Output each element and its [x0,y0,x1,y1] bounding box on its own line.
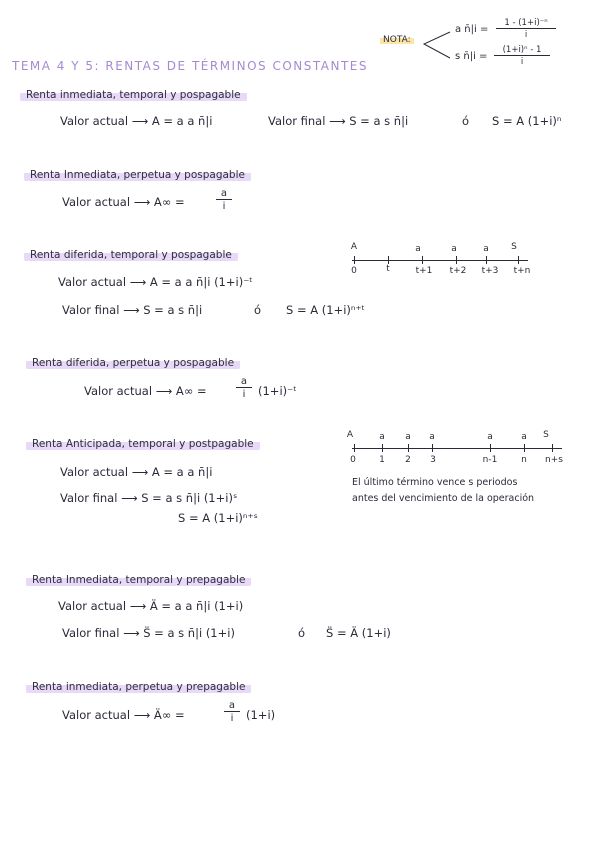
nota-s-lhs: s n̄|i = [455,51,488,62]
fraction-denominator: i [242,389,246,400]
timeline-bottom-label: t [386,264,390,274]
timeline-bottom-label: t+2 [449,266,467,276]
timeline-bottom-label: t+n [513,266,531,276]
timeline-axis [352,448,562,449]
nota-label: NOTA: [380,35,414,45]
timeline-bottom-label: t+3 [481,266,499,276]
timeline-tick [422,256,423,264]
formula-or: ó [462,114,470,128]
timeline-tick [382,444,383,452]
fraction-denominator: i [222,201,226,212]
formula-valor-final: Valor final ⟶ S = a s n̄|i [268,114,409,128]
timeline-axis [352,260,528,261]
timeline-tick [486,256,487,264]
timeline-tick [490,444,491,452]
fraction-a-over-i [224,700,240,724]
timeline-note-line2: antes del vencimiento de la operación [352,493,535,504]
section-heading-anticipada-temporal-postpagable: Renta Anticipada, temporal y postpagable [26,437,260,451]
timeline-top-label: a [487,432,493,442]
formula-valor-final-alt: S = A (1+i)ⁿ [492,114,562,128]
fraction-a-over-i [216,188,232,212]
fraction-denominator: i [230,713,234,724]
timeline-bottom-label: 1 [379,455,385,465]
timeline-tick [456,256,457,264]
fraction-numerator: a [224,700,240,712]
timeline-diferida [340,240,540,280]
nota-brace-icon [420,28,452,62]
formula-valor-actual: Valor actual ⟶ A = a a n̄|i [60,114,213,128]
timeline-bottom-label: 2 [405,455,411,465]
nota-a-lhs: a n̄|i = [455,24,489,35]
formula-tail: (1+i) [246,708,276,722]
timeline-note-line1: El último término vence s periodos [352,477,518,488]
timeline-bottom-label: t+1 [415,266,433,276]
timeline-top-label: S [543,430,549,440]
nota-a-numerator: 1 - (1+i)⁻ⁿ [496,18,556,29]
timeline-bottom-label: n-1 [482,455,498,465]
timeline-top-label: a [521,432,527,442]
formula-valor-final-alt: S = A (1+i)ⁿ⁺ᵗ [286,303,365,317]
timeline-top-label: a [415,244,421,254]
nota-s-denominator: i [520,57,524,67]
formula-valor-final: Valor final ⟶ S̈ = a s n̄|i (1+i) [62,626,235,640]
nota-s-fraction [494,45,550,67]
timeline-tick [408,444,409,452]
timeline-bottom-label: n [521,455,527,465]
timeline-top-label: a [483,244,489,254]
nota-s-numerator: (1+i)ⁿ - 1 [494,45,550,56]
timeline-tick [552,444,553,452]
section-heading-inmediata-temporal-pospagable: Renta inmediata, temporal y pospagable [20,88,247,102]
formula-valor-actual: Valor actual ⟶ A∞ = [84,384,207,398]
formula-tail: (1+i)⁻ᵗ [258,384,297,398]
nota-a-denominator: i [524,30,528,40]
timeline-tick [354,256,355,264]
section-heading-inmediata-perpetua-pospagable: Renta Inmediata, perpetua y pospagable [24,168,251,182]
section-heading-inmediata-temporal-prepagable: Renta Inmediata, temporal y prepagable [26,573,251,587]
formula-or: ó [254,303,262,317]
fraction-numerator: a [236,376,252,388]
formula-valor-final-alt: S̈ = Ä (1+i) [326,626,391,640]
timeline-bottom-label: 3 [430,455,436,465]
section-heading-diferida-perpetua-pospagable: Renta diferida, perpetua y pospagable [26,356,240,370]
timeline-bottom-label: 0 [350,455,356,465]
timeline-top-label: a [379,432,385,442]
timeline-top-label: S [511,242,517,252]
timeline-tick [524,444,525,452]
formula-valor-actual: Valor actual ⟶ Ä∞ = [62,708,185,722]
timeline-tick [432,444,433,452]
section-heading-diferida-temporal-pospagable: Renta diferida, temporal y pospagable [24,248,238,262]
timeline-top-label: A [350,242,358,252]
timeline-bottom-label: n+s [545,455,563,465]
timeline-anticipada [340,430,580,472]
formula-or: ó [298,626,306,640]
fraction-numerator: a [216,188,232,200]
timeline-top-label: a [429,432,435,442]
fraction-a-over-i [236,376,252,400]
formula-valor-final-alt: S = A (1+i)ⁿ⁺ˢ [178,511,258,525]
formula-valor-actual: Valor actual ⟶ A = a a n̄|i (1+i)⁻ᵗ [58,275,253,289]
formula-valor-final: Valor final ⟶ S = a s n̄|i [62,303,203,317]
formula-valor-final: Valor final ⟶ S = a s n̄|i (1+i)ˢ [60,491,238,505]
page-title: TEMA 4 Y 5: RENTAS DE TÉRMINOS CONSTANTES [12,59,368,73]
nota-a-fraction [496,18,556,40]
section-heading-inmediata-perpetua-prepagable: Renta inmediata, perpetua y prepagable [26,680,251,694]
timeline-tick [518,256,519,264]
timeline-top-label: A [346,430,354,440]
formula-valor-actual: Valor actual ⟶ Ä = a a n̄|i (1+i) [58,599,244,613]
timeline-tick [354,444,355,452]
formula-valor-actual: Valor actual ⟶ A∞ = [62,195,185,209]
timeline-tick [388,256,389,264]
timeline-top-label: a [451,244,457,254]
timeline-bottom-label: 0 [351,266,357,276]
formula-valor-actual: Valor actual ⟶ A = a a n̄|i [60,465,213,479]
timeline-top-label: a [405,432,411,442]
